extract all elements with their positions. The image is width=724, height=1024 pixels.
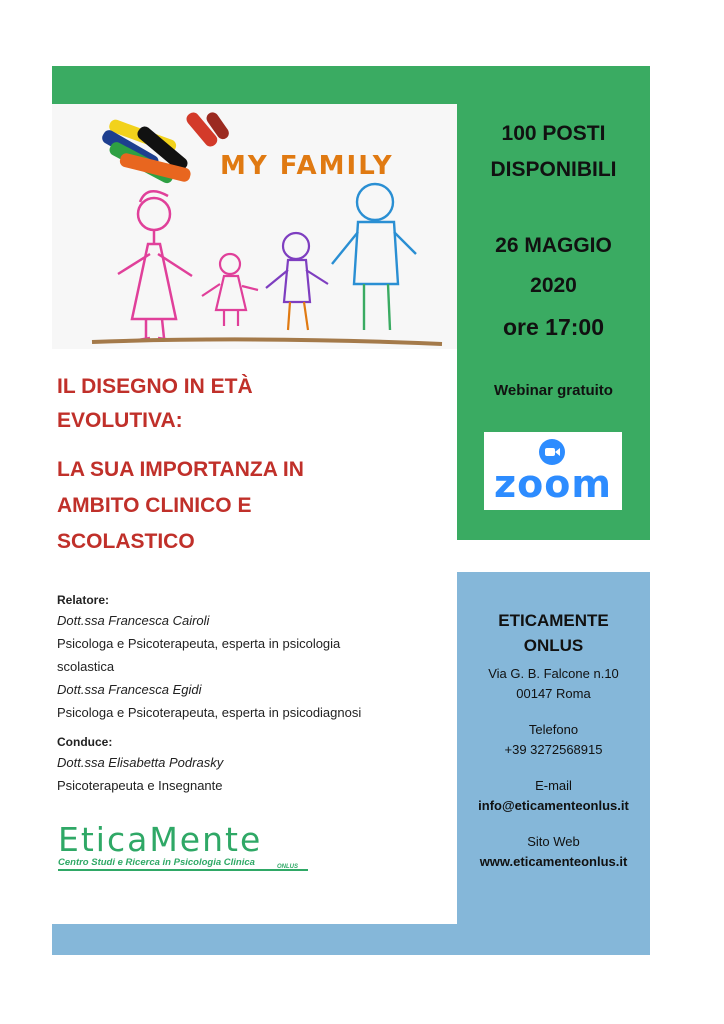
my-family-text: MY FAMILY (220, 151, 394, 181)
family-drawing (52, 104, 457, 349)
website-label: Sito Web (527, 834, 580, 849)
event-date (457, 226, 650, 306)
event-time: ore 17:00 (502, 314, 604, 340)
host-desc: Psicoterapeuta e Insegnante (57, 778, 223, 793)
address-line-2: 00147 Roma (516, 686, 591, 701)
seats-line-1: 100 POSTI (501, 122, 606, 145)
title-line-4: AMBITO CLINICO E (57, 494, 252, 517)
logo-underline (58, 869, 308, 871)
zoom-wordmark: zoom (494, 462, 612, 506)
host-name: Dott.ssa Elisabetta Podrasky (57, 755, 224, 770)
hero-illustration (52, 104, 457, 349)
webinar-label: Webinar gratuito (494, 382, 613, 399)
email-link[interactable]: info@eticamenteonlus.it (478, 798, 629, 813)
phone-number[interactable]: +39 3272568915 (504, 742, 603, 757)
top-green-band (52, 66, 457, 104)
speaker-2-name: Dott.ssa Francesca Egidi (57, 682, 202, 697)
org-name-line-1: ETICAMENTE (498, 611, 609, 630)
title-line-5: SCOLASTICO (57, 530, 195, 553)
logo-wordmark: EticaMente (58, 820, 263, 859)
event-title (57, 370, 457, 560)
bottom-blue-band (52, 924, 457, 955)
contact-panel (457, 572, 650, 955)
title-line-3: LA SUA IMPORTANZA IN (57, 458, 304, 481)
seats-line-2: DISPONIBILI (490, 158, 617, 181)
email-label: E-mail (535, 778, 572, 793)
org-name-line-2: ONLUS (523, 636, 584, 655)
date-line-1: 26 MAGGIO (495, 234, 612, 257)
logo-subtitle: Centro Studi e Ricerca in Psicologia Clinica (58, 857, 255, 868)
speakers-section (57, 592, 452, 797)
conduce-label: Conduce: (57, 735, 113, 749)
title-line-1: IL DISEGNO IN ETÀ (57, 375, 253, 398)
zoom-logo (484, 432, 622, 510)
date-line-2: 2020 (530, 274, 577, 297)
speaker-1-desc: Psicologa e Psicoterapeuta, esperta in psicologia (57, 636, 341, 651)
eticamente-logo (58, 820, 318, 875)
website-link[interactable]: www.eticamenteonlus.it (479, 854, 628, 869)
speaker-1-name: Dott.ssa Francesca Cairoli (57, 613, 210, 628)
logo-onlus: ONLUS (277, 864, 298, 870)
seats-available (457, 116, 650, 188)
speaker-2-desc: Psicologa e Psicoterapeuta, esperta in psicodiagnosi (57, 705, 362, 720)
speaker-1-desc-cont: scolastica (57, 659, 115, 674)
relatore-label: Relatore: (57, 593, 110, 607)
event-info-panel (457, 66, 650, 540)
org-name (457, 608, 650, 658)
title-line-2: EVOLUTIVA: (57, 409, 183, 432)
address-line-1: Via G. B. Falcone n.10 (488, 666, 619, 681)
phone-label: Telefono (528, 722, 579, 737)
